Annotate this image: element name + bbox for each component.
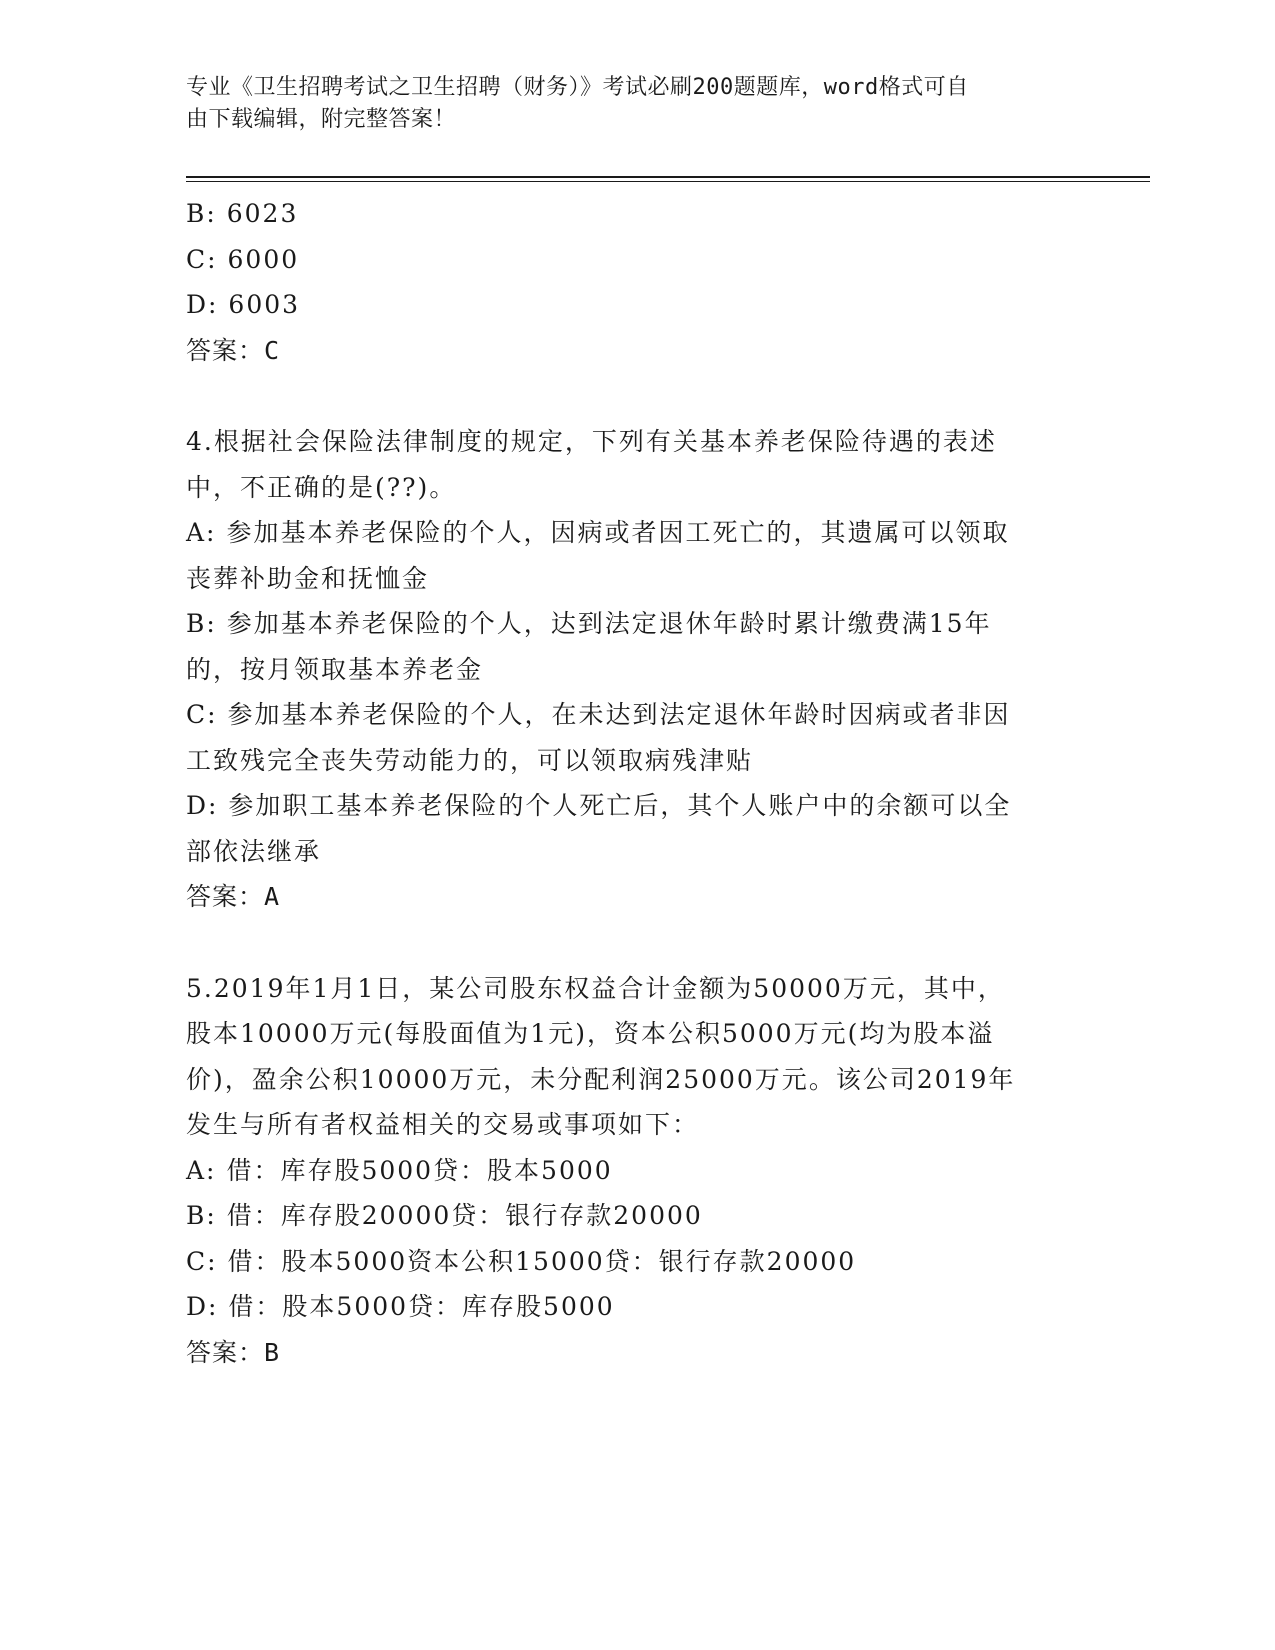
option-label: D: [186, 1292, 219, 1321]
document-body [186, 191, 1066, 1375]
question-3 [186, 191, 1066, 373]
option-text: 参加基本养老保险的个人，因病或者因工死亡的，其遗属可以领取 [226, 518, 1010, 547]
q5-option-d [186, 1284, 1066, 1330]
q3-option-b [186, 191, 1066, 237]
option-label: D: [186, 290, 219, 319]
q5-stem-line-3: 价)，盈余公积10000万元，未分配利润25000万元。该公司2019年 [186, 1064, 1016, 1094]
option-label: A: [186, 1155, 217, 1185]
option-text: 参加基本养老保险的个人，在未达到法定退休年龄时因病或者非因 [227, 700, 1011, 729]
q5-answer: 答案：B [186, 1337, 281, 1367]
option-text: 借：股本5000贷：库存股5000 [228, 1292, 615, 1321]
q4-stem-line-1: 4.根据社会保险法律制度的规定，下列有关基本养老保险待遇的表述 [186, 427, 997, 456]
q4-answer: 答案：A [186, 882, 281, 911]
option-label: B: [186, 609, 217, 638]
option-label: B: [186, 199, 217, 228]
option-label: C: [186, 244, 218, 274]
header-divider-thick [186, 176, 1150, 178]
option-label: C: [186, 1246, 218, 1276]
option-label: C: [186, 700, 218, 729]
question-5 [186, 966, 1066, 1376]
header-divider-thin [186, 181, 1150, 182]
q4-option-d [186, 783, 1066, 829]
q4-option-d-cont: 部依法继承 [186, 836, 322, 866]
option-text: 借：库存股5000贷：股本5000 [226, 1155, 613, 1185]
q4-option-b-cont: 的，按月领取基本养老金 [186, 654, 484, 684]
option-label: A: [186, 518, 217, 547]
q4-option-c [186, 692, 1066, 738]
q5-stem-line-1: 5.2019年1月1日，某公司股东权益合计金额为50000万元，其中， [186, 973, 1005, 1003]
q4-option-a [186, 510, 1066, 556]
q4-option-a-cont: 丧葬补助金和抚恤金 [186, 563, 430, 593]
option-label: B: [186, 1201, 217, 1230]
option-text: 参加职工基本养老保险的个人死亡后，其个人账户中的余额可以全 [228, 791, 1012, 820]
header-line-1: 专业《卫生招聘考试之卫生招聘（财务）》考试必刷200题题库，word格式可自 [186, 75, 969, 100]
q4-stem-line-2: 中，不正确的是(??)。 [186, 472, 457, 502]
document-header [186, 72, 1066, 136]
q5-option-a [186, 1148, 1066, 1194]
option-text: 借：库存股20000贷：银行存款20000 [226, 1201, 703, 1230]
option-label: D: [186, 791, 219, 820]
q5-option-c [186, 1239, 1066, 1285]
option-text: 参加基本养老保险的个人，达到法定退休年龄时累计缴费满15年 [226, 609, 992, 638]
option-text: 6003 [228, 290, 301, 319]
q3-option-d [186, 282, 1066, 328]
header-line-2: 由下载编辑，附完整答案！ [186, 107, 457, 132]
q4-option-c-cont: 工致残完全丧失劳动能力的，可以领取病残津贴 [186, 745, 754, 775]
q5-stem-line-2: 股本10000万元(每股面值为1元)，资本公积5000万元(均为股本溢 [186, 1019, 995, 1048]
option-text: 借：股本5000资本公积15000贷：银行存款20000 [227, 1246, 857, 1276]
q3-answer: 答案：C [186, 335, 281, 365]
q3-option-c [186, 237, 1066, 283]
q4-option-b [186, 601, 1066, 647]
option-text: 6023 [226, 199, 299, 228]
question-4 [186, 419, 1066, 920]
option-text: 6000 [227, 244, 300, 274]
q5-option-b [186, 1193, 1066, 1239]
q5-stem-line-4: 发生与所有者权益相关的交易或事项如下： [186, 1110, 700, 1139]
